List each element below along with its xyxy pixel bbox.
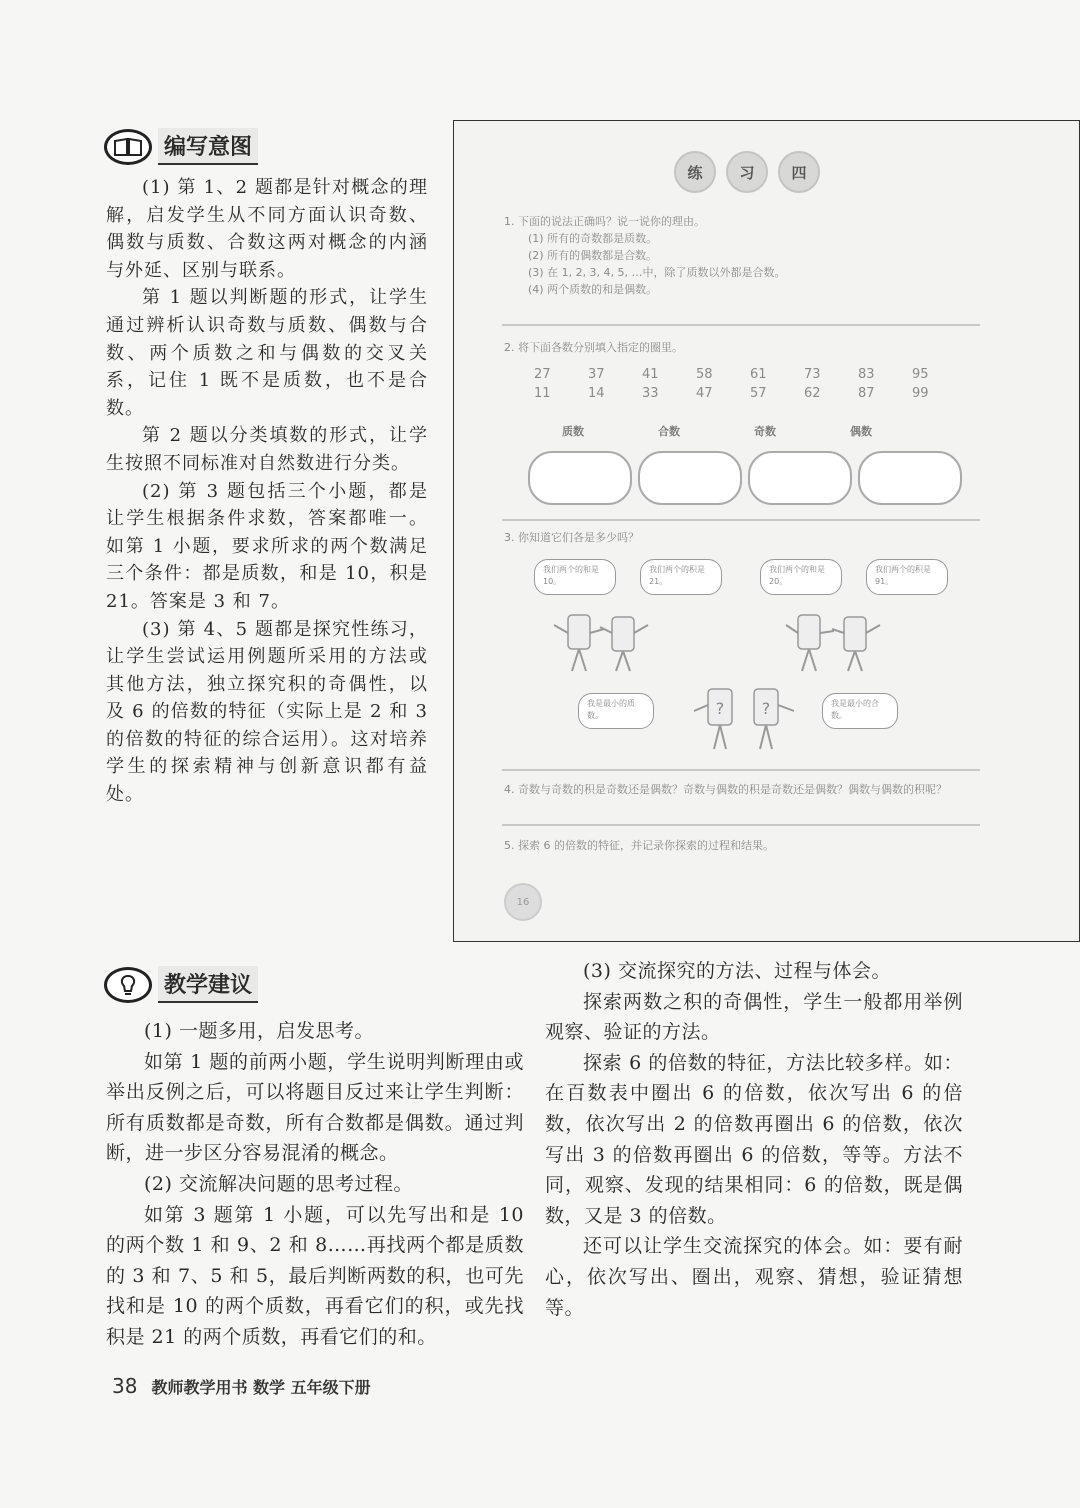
- svg-text:?: ?: [761, 699, 771, 718]
- paragraph: (2) 第 3 题包括三个小题，都是让学生根据条件求数，答案都唯一。如第 1 小题，要求所求的两个数满足三个条件：都是质数，和是 10，积是 21。答案是 3 和 7。: [106, 480, 428, 612]
- question-3: 3. 你知道它们各是多少吗？: [504, 531, 639, 544]
- category-labels: 质数 合数 奇数 偶数: [562, 425, 872, 438]
- paragraph: 还可以让学生交流探究的体会。如：要有耐心，依次写出、圈出，观察、猜想，验证猜想等。: [545, 1235, 963, 1319]
- paragraph: (3) 第 4、5 题都是探究性练习，让学生尝试运用例题所采用的方法或其他方法，独立探究积的奇偶性，以及 6 的倍数的特征（实际上是 2 和 3 的倍数的特征的综合运用）。这对培养学生的探索精神与创新意识都有益处。: [106, 618, 428, 806]
- writing-intent-body: [106, 174, 428, 809]
- divider: [502, 769, 980, 771]
- question-4: 4. 奇数与奇数的积是奇数还是偶数？奇数与偶数的积是奇数还是偶数？偶数与偶数的积呢？: [504, 783, 947, 796]
- speech-bubble: 我们两个的积是 91。: [866, 559, 948, 595]
- paragraph: 如第 1 题的前两小题，学生说明判断理由或举出反例之后，可以将题目反过来让学生判断：所有质数都是奇数，所有合数都是偶数。通过判断，进一步区分容易混淆的概念。: [106, 1050, 524, 1165]
- section-header-writing-intent: [104, 128, 258, 165]
- paragraph: (2) 交流解决问题的思考过程。: [144, 1172, 413, 1195]
- page-footer: [112, 1374, 371, 1398]
- section-header-teaching-suggestions: [104, 966, 258, 1003]
- number-grid: 27 37 41 58 61 73 83 95 11 14 33 47 57 62 87 99: [534, 367, 929, 401]
- speech-bubble: 我们两个的和是 10。: [534, 559, 616, 595]
- exercise-title: 练 习 四: [674, 151, 820, 193]
- oval: [638, 451, 742, 505]
- paragraph: 探索 6 的倍数的特征，方法比较多样。如：在百数表中圈出 6 的倍数，依次写出 6 的倍数，依次写出 2 的倍数再圈出 6 的倍数，依次写出 3 的倍数再圈出 6 的倍数，等等。方法不同，观察、发现的结果相同：6 的倍数，既是偶数，又是 3 的倍数。: [545, 1051, 963, 1227]
- speech-bubble: 我们两个的积是 21。: [640, 559, 722, 595]
- section-title: 编写意图: [158, 128, 258, 165]
- teaching-suggestions-left: [106, 1016, 524, 1353]
- exercise-page-scan: [453, 120, 1080, 942]
- question-mark-characters: [686, 681, 806, 755]
- lightbulb-icon: [104, 967, 152, 1003]
- oval: [858, 451, 962, 505]
- paragraph: (3) 交流探究的方法、过程与体会。: [583, 960, 891, 982]
- section-title: 教学建议: [158, 966, 258, 1003]
- exercise-page-number: 16: [504, 883, 542, 921]
- open-book-icon: [104, 129, 152, 165]
- paragraph: 探索两数之积的奇偶性，学生一般都用举例观察、验证的方法。: [545, 990, 963, 1044]
- oval: [748, 451, 852, 505]
- paragraph: 第 1 题以判断题的形式，让学生通过辨析认识奇数与质数、偶数与合数、两个质数之和与偶数的交叉关系，记住 1 既不是质数，也不是合数。: [106, 287, 428, 419]
- speech-bubble: 我是最小的合数。: [822, 693, 898, 729]
- page-number: 38: [112, 1374, 138, 1398]
- svg-text:?: ?: [715, 699, 725, 718]
- divider: [502, 824, 980, 826]
- divider: [502, 324, 980, 326]
- question-2: 2. 将下面各数分别填入指定的圈里。: [504, 341, 683, 354]
- paragraph: 如第 3 题第 1 小题，可以先写出和是 10 的两个数 1 和 9、2 和 8……再找两个都是质数的 3 和 7、5 和 5，最后判断两数的积，也可先找和是 10 的两个质数，再看它们的积，或先找积是 21 的两个质数，再看它们的和。: [106, 1203, 524, 1348]
- divider: [502, 519, 980, 521]
- question-1: 1. 下面的说法正确吗？说一说你的理由。 (1) 所有的奇数都是质数。 (2) 所有的偶数都是合数。 (3) 在 1, 2, 3, 4, 5, …中，除了质数以外都是合数。 (4) 两个质数的和是偶数。: [504, 215, 786, 296]
- book-title: 教师教学用书 数学 五年级下册: [151, 1378, 371, 1397]
- speech-bubble: 我们两个的和是 20。: [760, 559, 842, 595]
- paragraph: (1) 一题多用，启发思考。: [144, 1020, 374, 1042]
- speech-bubble: 我是最小的质数。: [578, 693, 654, 729]
- paragraph: (1) 第 1、2 题都是针对概念的理解，启发学生从不同方面认识奇数、偶数与质数、合数这两对概念的内涵与外延、区别与联系。: [106, 177, 428, 281]
- question-5: 5. 探索 6 的倍数的特征，并记录你探索的过程和结果。: [504, 839, 774, 852]
- number-characters-illustration: [550, 605, 970, 685]
- paragraph: 第 2 题以分类填数的形式，让学生按照不同标准对自然数进行分类。: [106, 425, 428, 474]
- teaching-suggestions-right: [545, 956, 963, 1323]
- oval: [528, 451, 632, 505]
- category-ovals: [528, 451, 962, 505]
